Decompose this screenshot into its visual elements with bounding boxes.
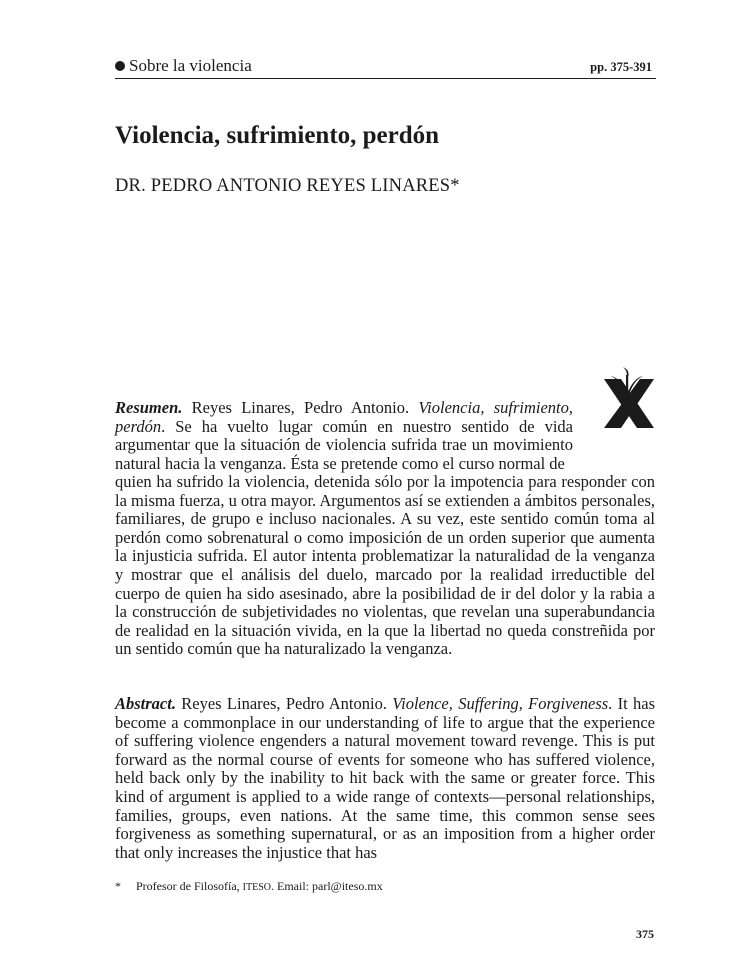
bullet-icon [115,61,125,71]
resumen-work-title: Violencia, sufrimiento, perdón [115,398,573,436]
section-title: Sobre la violencia [129,56,252,75]
abstract-text: . It has become a commonplace in our understanding of life to argue that the experience of suffering violence engenders a natural movement toward revenge. This is put forward as the normal course of events for someone who has suffered violence, held back only by the inability to hit back with the same or greater force. This kind of argument is applied to a wide range of contexts—personal relationships, families, groups, even nations. At the same time, this common sense sees forgiveness as something supernatural, or as an imposition from a higher order that only increases the injustice that has [115,694,655,862]
running-header [115,56,656,79]
article-title: Violencia, sufrimiento, perdón [115,122,440,149]
abstract-label: Abstract. [115,694,176,713]
journal-emblem-icon [600,367,658,431]
resumen-citation: Reyes Linares, Pedro Antonio. [182,398,419,417]
footnote [115,878,383,896]
resumen-paragraph [115,399,573,473]
resumen-paragraph-continued: quien ha sufrido la violencia, detenida sólo por la impotencia para responder con la misma fuerza, u otra mayor. Argumentos así se extienden a ámbitos personales, familiares, de grupo e incluso nacionales. A su vez, este sentido común toma al perdón como sobrenatural o como imposición de un orden superior que aumenta la injusticia sufrida. El autor intenta problematizar la naturalidad de la venganza y mostrar que el análisis del duelo, marcado por la realidad irreductible del cuerpo de quien ha sido asesinado, abre la posibilidad de ir del dolor y la rabia a la construcción de subjetividades no violentas, que revelan una superabundancia de realidad en la situación vivida, en la que la libertad no queda constreñida por un sentido común que ha naturalizado la venganza. [115,472,655,659]
resumen-label: Resumen. [115,398,183,417]
footnote-mark: * [115,879,121,893]
footnote-institution: ITESO [242,882,271,893]
article-author: DR. PEDRO ANTONIO REYES LINARES* [115,176,460,196]
resumen-text-start: . Se ha vuelto lugar común en nuestro sentido de vida argumentar que la situación de violencia sufrida trae un movimiento natural hacia la venganza. Ésta se pretende como el curso normal de [115,416,573,473]
abstract-paragraph [115,695,655,862]
page-range: pp. 375-391 [590,60,652,74]
footnote-text-before: Profesor de Filosofía, [136,879,243,893]
page-number: 375 [636,927,654,941]
abstract-work-title: Violence, Suffering, Forgiveness [392,694,609,713]
footnote-text-after: . Email: parl@iteso.mx [271,879,383,893]
abstract-citation: Reyes Linares, Pedro Antonio. [175,694,393,713]
